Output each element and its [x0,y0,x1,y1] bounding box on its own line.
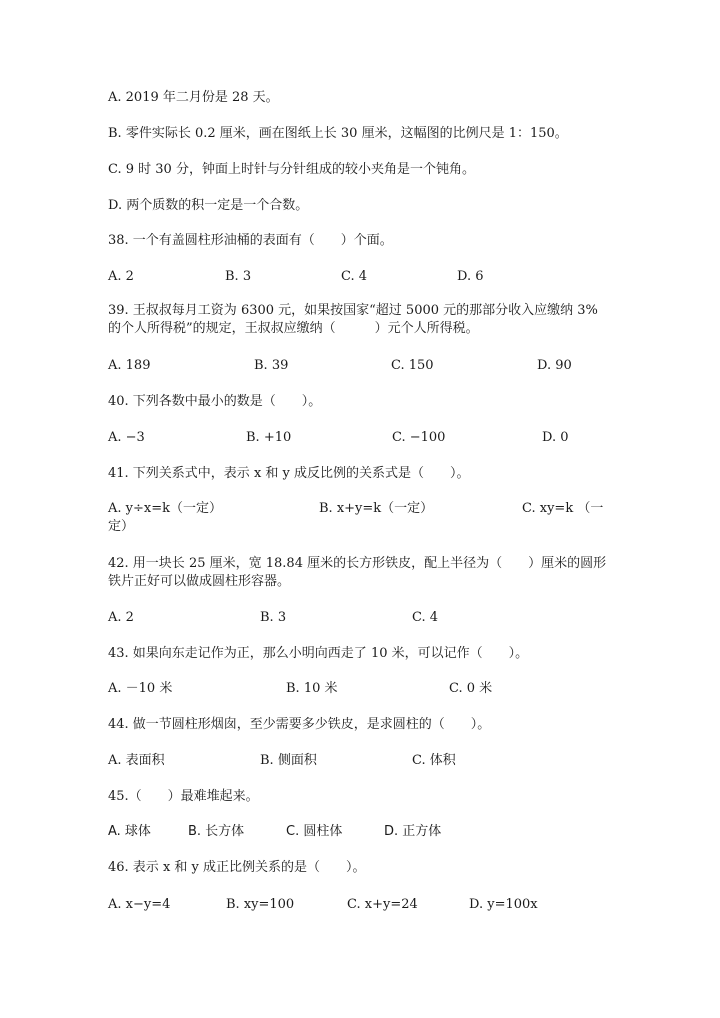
q40-option-b: B. +10 [246,430,292,445]
q38-option-b: B. 3 [225,269,252,284]
q39-option-c: C. 150 [391,358,434,373]
q40-option-d: D. 0 [542,430,569,445]
question-41-stem: 41. 下列关系式中，表示 x 和 y 成反比例的关系式是（ ）。 [108,466,470,481]
q45-option-d: D. 正方体 [384,824,442,839]
q41-option-b: B. x+y=k（一定） [319,501,434,516]
question-44-stem: 44. 做一节圆柱形烟囱，至少需要多少铁皮，是求圆柱的（ ）。 [108,717,491,732]
q38-option-d: D. 6 [457,269,484,284]
q44-option-a: A. 表面积 [108,753,165,768]
statement-b: B. 零件实际长 0.2 厘米，画在图纸上长 30 厘米，这幅图的比例尺是 1：150。 [108,126,568,141]
question-40-stem: 40. 下列各数中最小的数是（ ）。 [108,394,322,409]
q46-option-c: C. x+y=24 [347,897,418,912]
q39-option-d: D. 90 [537,358,572,373]
q45-option-c: C. 圆柱体 [286,824,343,839]
statement-a: A. 2019 年二月份是 28 天。 [108,90,279,105]
q43-option-c: C. 0 米 [449,681,493,696]
question-43-stem: 43. 如果向东走记作为正，那么小明向西走了 10 米，可以记作（ ）。 [108,646,529,661]
q42-option-a: A. 2 [108,610,134,625]
q38-option-c: C. 4 [341,269,368,284]
question-42-stem: 42. 用一块长 25 厘米，宽 18.84 厘米的长方形铁皮，配上半径为（ ）厘米的圆形铁片正好可以做成圆柱形容器。 [108,556,607,589]
q44-option-c: C. 体积 [412,753,456,768]
q39-option-a: A. 189 [108,358,151,373]
question-45-stem: 45.（ ）最难堆起来。 [108,789,259,804]
q44-option-b: B. 侧面积 [260,753,317,768]
q43-option-a: A. －10 米 [108,681,173,696]
q42-option-c: C. 4 [412,610,439,625]
q39-option-b: B. 39 [254,358,289,373]
question-39-stem: 39. 王叔叔每月工资为 6300 元，如果按国家“超过 5000 元的那部分收入应缴纳 3%的个人所得税”的规定，王叔叔应缴纳（ ）元个人所得税。 [108,303,598,336]
question-38-stem: 38. 一个有盖圆柱形油桶的表面有（ ）个面。 [108,233,393,248]
q40-option-c: C. −100 [392,430,446,445]
q45-option-b: B. 长方体 [188,824,245,839]
q41-option-a: A. y÷x=k（一定） [108,501,222,516]
q46-option-d: D. y=100x [469,897,538,912]
question-46-stem: 46. 表示 x 和 y 成正比例关系的是（ ）。 [108,860,366,875]
statement-d: D. 两个质数的积一定是一个合数。 [108,198,309,213]
q43-option-b: B. 10 米 [286,681,338,696]
q42-option-b: B. 3 [260,610,287,625]
q46-option-a: A. x−y=4 [108,897,171,912]
q46-option-b: B. xy=100 [226,897,295,912]
q45-option-a: A. 球体 [108,824,151,839]
q38-option-a: A. 2 [108,269,134,284]
q40-option-a: A. −3 [108,430,145,445]
q41-option-c: C. xy=k （一 [522,501,604,516]
statement-c: C. 9 时 30 分，钟面上时针与分针组成的较小夹角是一个钝角。 [108,162,475,177]
q41-option-c-continued: 定） [108,519,135,534]
